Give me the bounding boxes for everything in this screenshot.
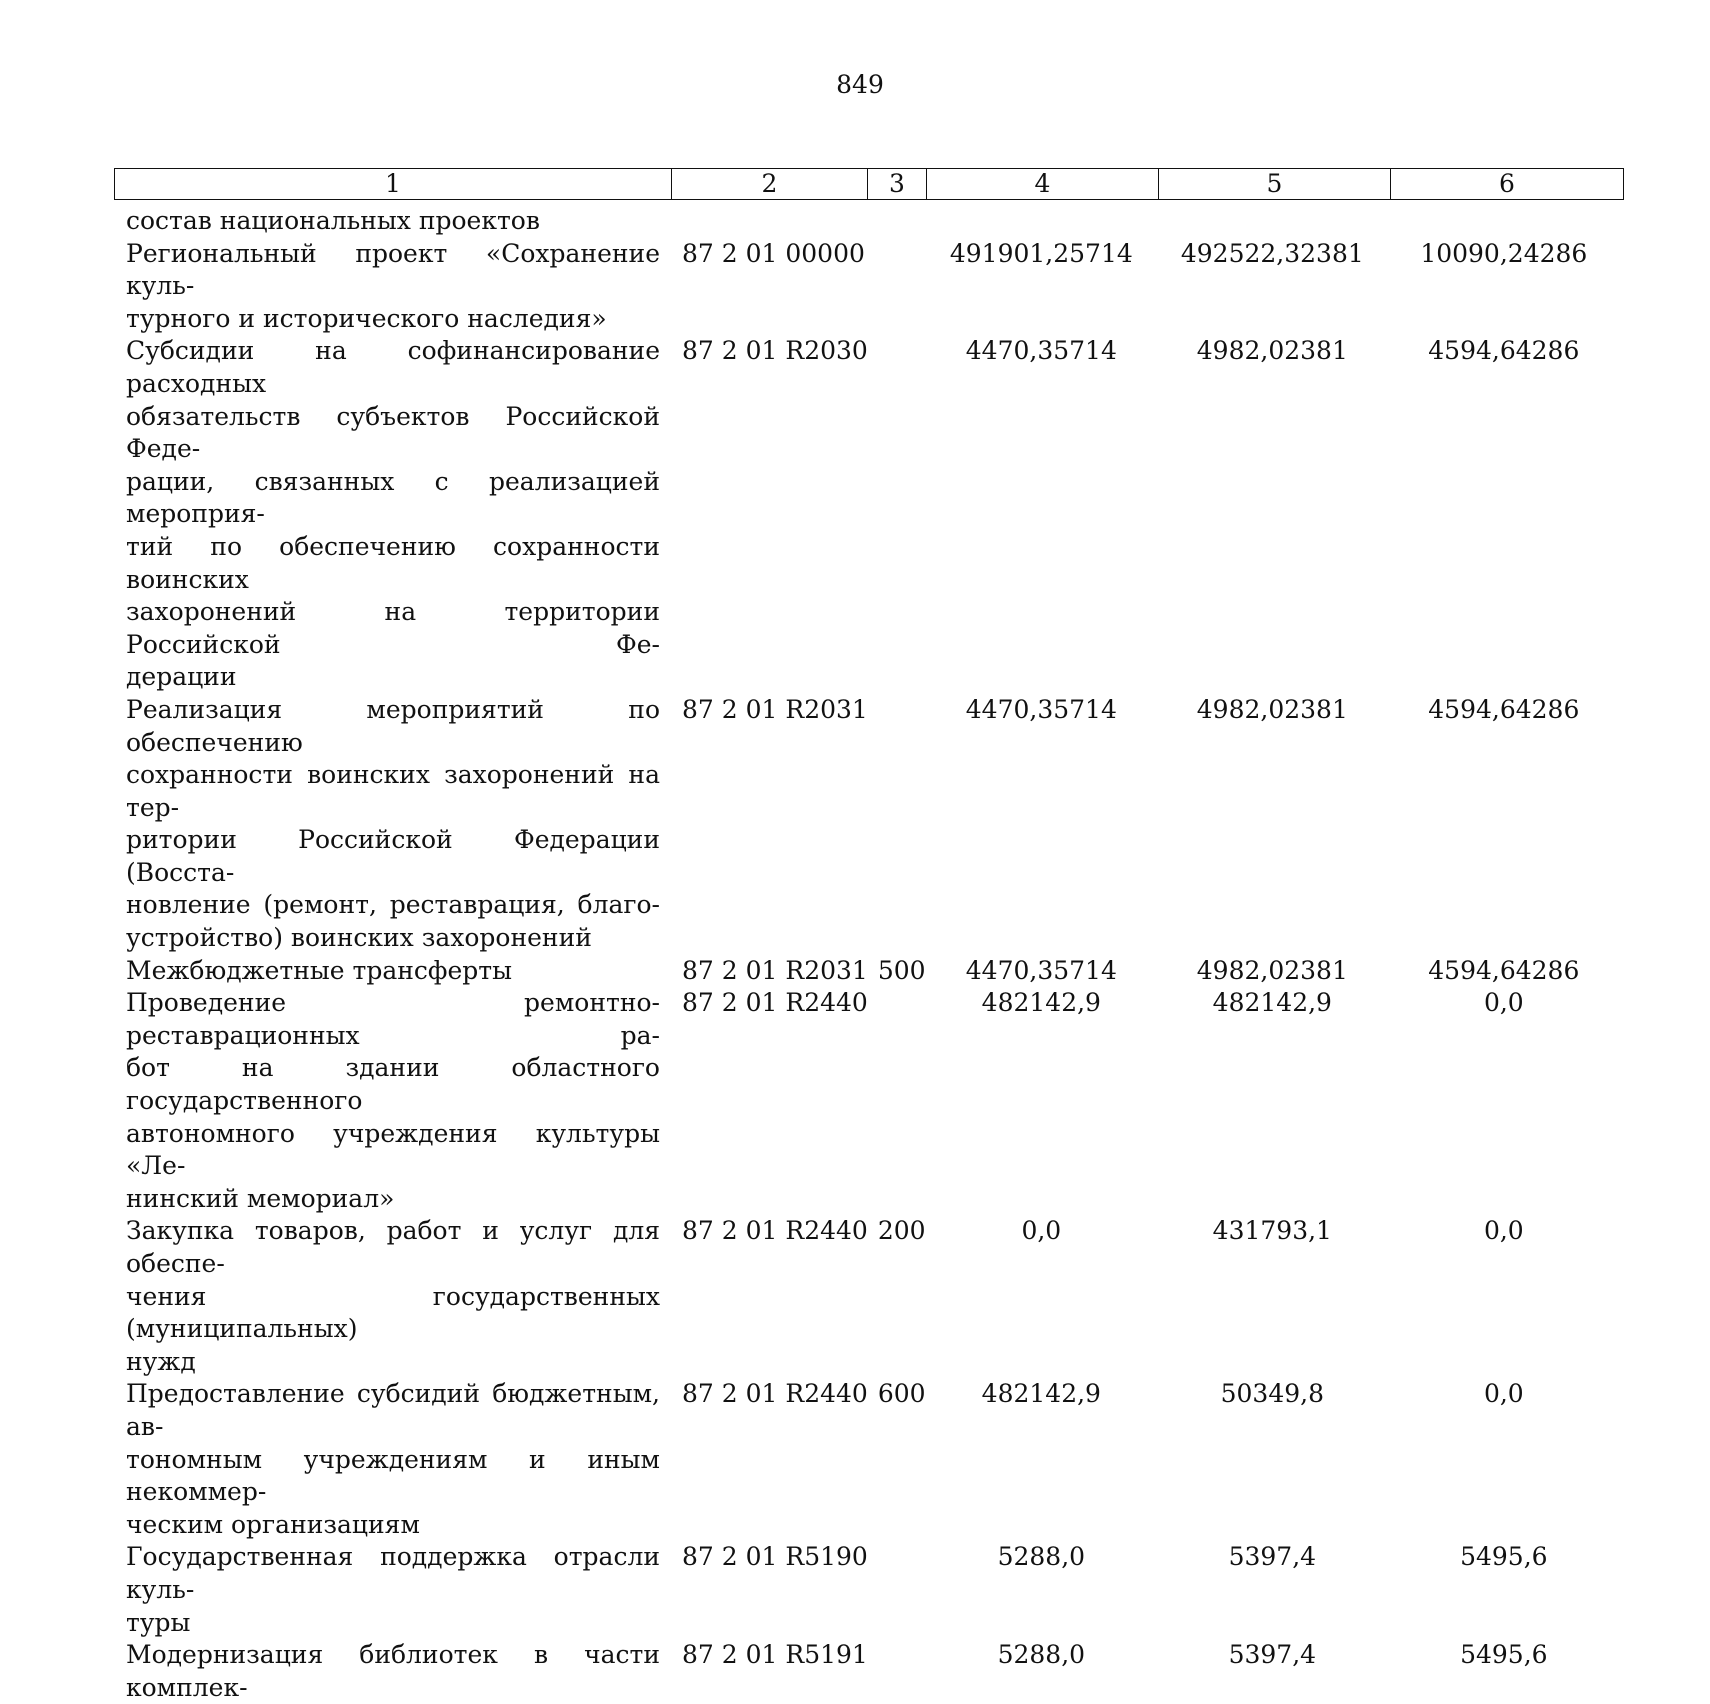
row-name-line: нинский мемориал» (126, 1183, 395, 1213)
row-value-col6: 0,0 (1483, 1216, 1524, 1246)
row-name-line: обязательств субъектов Российской Феде- (126, 401, 660, 464)
row-name-cell (114, 335, 670, 694)
row-name-line: Модернизация библиотек в части комплек- (126, 1640, 660, 1702)
row-name-line: устройство) воинских захоронений (126, 923, 592, 953)
row-name-line: Закупка товаров, работ и услуг для обеспе- (126, 1216, 660, 1278)
budget-table-body (114, 205, 1620, 1704)
row-code-cell: 87 2 01 R2440 (682, 988, 868, 1018)
row-name-line: новление (ремонт, реставрация, благо- (126, 890, 660, 920)
table-row (114, 955, 1620, 988)
row-name-line: ческим организациям (126, 1509, 420, 1539)
row-expense-type-cell (868, 1639, 926, 1704)
row-name-cell (114, 1541, 670, 1639)
row-name-cell (114, 987, 670, 1215)
row-value-col4: 5288,0 (997, 1542, 1086, 1572)
row-value-col4: 4470,35714 (965, 336, 1117, 366)
row-value-col6: 5495,6 (1460, 1542, 1548, 1572)
row-code-cell: 87 2 01 R2031 (682, 694, 868, 724)
page-number: 849 (836, 70, 884, 99)
row-name-cell (114, 1639, 670, 1704)
row-name-cell (114, 238, 670, 336)
row-name-line: Проведение ремонтно-реставрационных ра- (126, 988, 660, 1050)
row-code-cell: 87 2 01 R2440 (682, 1216, 868, 1246)
column-header-3: 3 (868, 169, 927, 200)
table-row (114, 1541, 1620, 1639)
row-name-cell (114, 1215, 670, 1378)
table-row (114, 987, 1620, 1215)
row-value-col5: 482142,9 (1212, 988, 1332, 1018)
row-expense-type-cell (868, 335, 926, 694)
table-row (114, 205, 1620, 238)
row-value-col5: 4982,02381 (1196, 694, 1348, 724)
row-expense-type-cell: 200 (877, 1216, 926, 1246)
row-name-line: рации, связанных с реализацией мероприя- (126, 466, 660, 529)
column-header-4: 4 (927, 169, 1159, 200)
row-value-col6: 4594,64286 (1428, 694, 1580, 724)
row-value-col6: 0,0 (1483, 1379, 1524, 1409)
row-code-cell: 87 2 01 R5191 (682, 1640, 868, 1670)
row-value-col5 (1157, 205, 1388, 238)
column-header-table (114, 168, 1624, 200)
row-expense-type-cell (868, 205, 926, 238)
column-header-1: 1 (115, 169, 672, 200)
row-value-col4: 4470,35714 (965, 955, 1117, 985)
row-expense-type-cell: 600 (877, 1379, 926, 1409)
row-value-col6: 0,0 (1483, 988, 1524, 1018)
row-value-col6: 4594,64286 (1428, 955, 1580, 985)
row-value-col4: 4470,35714 (965, 694, 1117, 724)
row-name-line: тий по обеспечению сохранности воинских (126, 531, 660, 594)
row-name-line: Субсидии на софинансирование расходных (126, 336, 660, 398)
row-value-col5: 5397,4 (1228, 1640, 1317, 1670)
row-value-col4: 482142,9 (981, 988, 1101, 1018)
row-expense-type-cell (868, 1541, 926, 1639)
row-value-col5: 431793,1 (1212, 1216, 1332, 1246)
row-name-line: сохранности воинских захоронений на тер- (126, 760, 660, 822)
row-name-cell (114, 694, 670, 955)
row-name-line: турного и исторического наследия» (126, 303, 607, 333)
row-value-col4: 491901,25714 (949, 238, 1133, 268)
row-name-line: тономным учреждениям и иным некоммер- (126, 1444, 660, 1507)
row-name-line: нужд (126, 1346, 196, 1376)
row-name-line: Межбюджетные трансферты (126, 955, 513, 985)
row-expense-type-cell: 500 (877, 955, 926, 985)
row-name-cell (114, 955, 670, 988)
column-header-6: 6 (1391, 169, 1624, 200)
row-name-line: ритории Российской Федерации (Восста- (126, 825, 660, 887)
row-name-line: бот на здании областного государственного (126, 1053, 660, 1116)
row-code-cell: 87 2 01 R2440 (682, 1379, 868, 1409)
row-name-line: Предоставление субсидий бюджетным, ав- (126, 1379, 660, 1441)
row-name-line: автономного учреждения культуры «Ле- (126, 1118, 660, 1181)
row-value-col5: 5397,4 (1228, 1542, 1317, 1572)
row-name-line: дерации (126, 662, 237, 692)
row-value-col5: 4982,02381 (1196, 955, 1348, 985)
row-value-col4: 0,0 (1021, 1216, 1062, 1246)
row-value-col6: 10090,24286 (1420, 238, 1588, 268)
row-name-line: чения государственных (муниципальных) (126, 1281, 660, 1344)
row-value-col6: 4594,64286 (1428, 336, 1580, 366)
row-name-line: захоронений на территории Российской Фе- (126, 597, 660, 659)
table-row (114, 694, 1620, 955)
column-header-5: 5 (1159, 169, 1391, 200)
table-row (114, 1378, 1620, 1541)
row-name-line: туры (126, 1607, 191, 1637)
row-value-col6 (1388, 205, 1620, 238)
row-value-col4: 482142,9 (981, 1379, 1101, 1409)
row-expense-type-cell (868, 987, 926, 1215)
row-code-cell: 87 2 01 00000 (682, 238, 865, 268)
row-code-cell (670, 205, 868, 238)
row-expense-type-cell (868, 694, 926, 955)
row-name-line: состав национальных проектов (126, 206, 540, 235)
row-value-col5: 50349,8 (1220, 1379, 1325, 1409)
row-code-cell: 87 2 01 R2030 (682, 336, 868, 366)
row-name-line: Региональный проект «Сохранение куль- (126, 238, 660, 301)
row-expense-type-cell (868, 238, 926, 336)
column-header-row (115, 169, 1624, 200)
row-value-col4 (926, 205, 1157, 238)
column-header-2: 2 (672, 169, 868, 200)
row-value-col4: 5288,0 (997, 1640, 1086, 1670)
table-row (114, 335, 1620, 694)
row-code-cell: 87 2 01 R5190 (682, 1542, 868, 1572)
row-name-cell (114, 205, 670, 238)
row-value-col5: 492522,32381 (1180, 238, 1364, 268)
table-row (114, 1639, 1620, 1704)
row-value-col6: 5495,6 (1460, 1640, 1548, 1670)
row-code-cell: 87 2 01 R2031 (682, 955, 868, 985)
row-name-cell (114, 1378, 670, 1541)
row-value-col5: 4982,02381 (1196, 336, 1348, 366)
row-name-line: Государственная поддержка отрасли куль- (126, 1542, 660, 1604)
table-row (114, 1215, 1620, 1378)
budget-table (114, 205, 1620, 1704)
row-name-line: Реализация мероприятий по обеспечению (126, 694, 660, 757)
table-row (114, 238, 1620, 336)
